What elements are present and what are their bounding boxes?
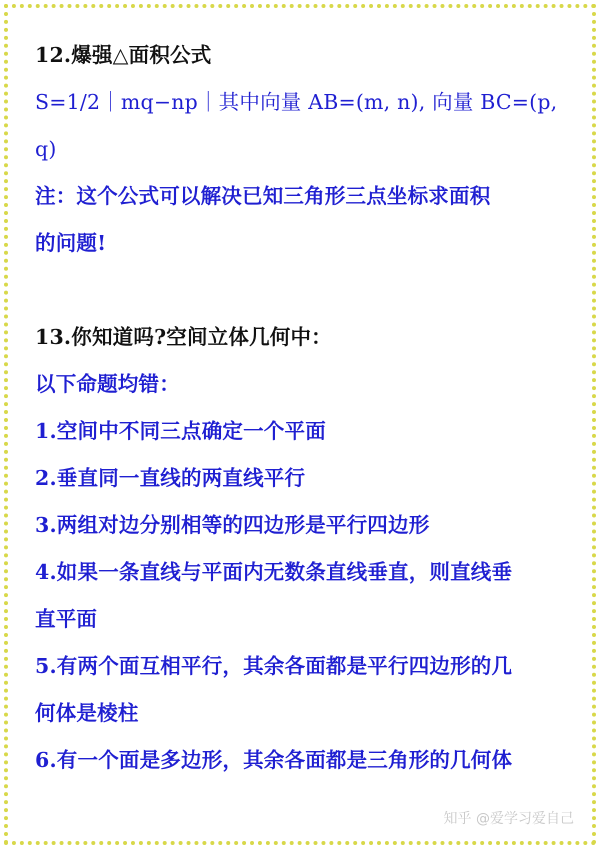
geometry-statement-5-line-1: 5.有两个面互相平行，其余各面都是平行四边形的几: [35, 654, 513, 678]
watermark-text: 知乎 @爱学习爱自己: [443, 811, 574, 827]
area-formula-line-2: q): [35, 137, 57, 161]
document-page: [4, 4, 596, 845]
geometry-statement-4-line-1: 4.如果一条直线与平面内无数条直线垂直，则直线垂: [35, 560, 513, 584]
geometry-statement-2: 2.垂直同一直线的两直线平行: [35, 466, 306, 490]
geometry-statement-1: 1.空间中不同三点确定一个平面: [35, 419, 326, 443]
section-12-heading: 12.爆强△面积公式: [35, 43, 212, 67]
geometry-statement-4-line-2: 直平面: [35, 607, 98, 631]
area-formula-note-line-1: 注：这个公式可以解决已知三角形三点坐标求面积: [35, 184, 491, 208]
section-13-heading: 13.你知道吗?空间立体几何中：: [35, 325, 332, 349]
section-13-intro: 以下命题均错：: [35, 372, 180, 396]
geometry-statement-6: 6.有一个面是多边形，其余各面都是三角形的几何体: [35, 748, 513, 772]
geometry-statement-3: 3.两组对边分别相等的四边形是平行四边形: [35, 513, 430, 537]
area-formula-note-line-2: 的问题!: [35, 231, 107, 255]
section-spacer: [35, 267, 583, 314]
geometry-statement-5-line-2: 何体是棱柱: [35, 701, 139, 725]
area-formula-line-1: S=1/2｜mq−np｜其中向量 AB=(m, n), 向量 BC=(p,: [35, 90, 558, 114]
document-content: [35, 32, 583, 784]
